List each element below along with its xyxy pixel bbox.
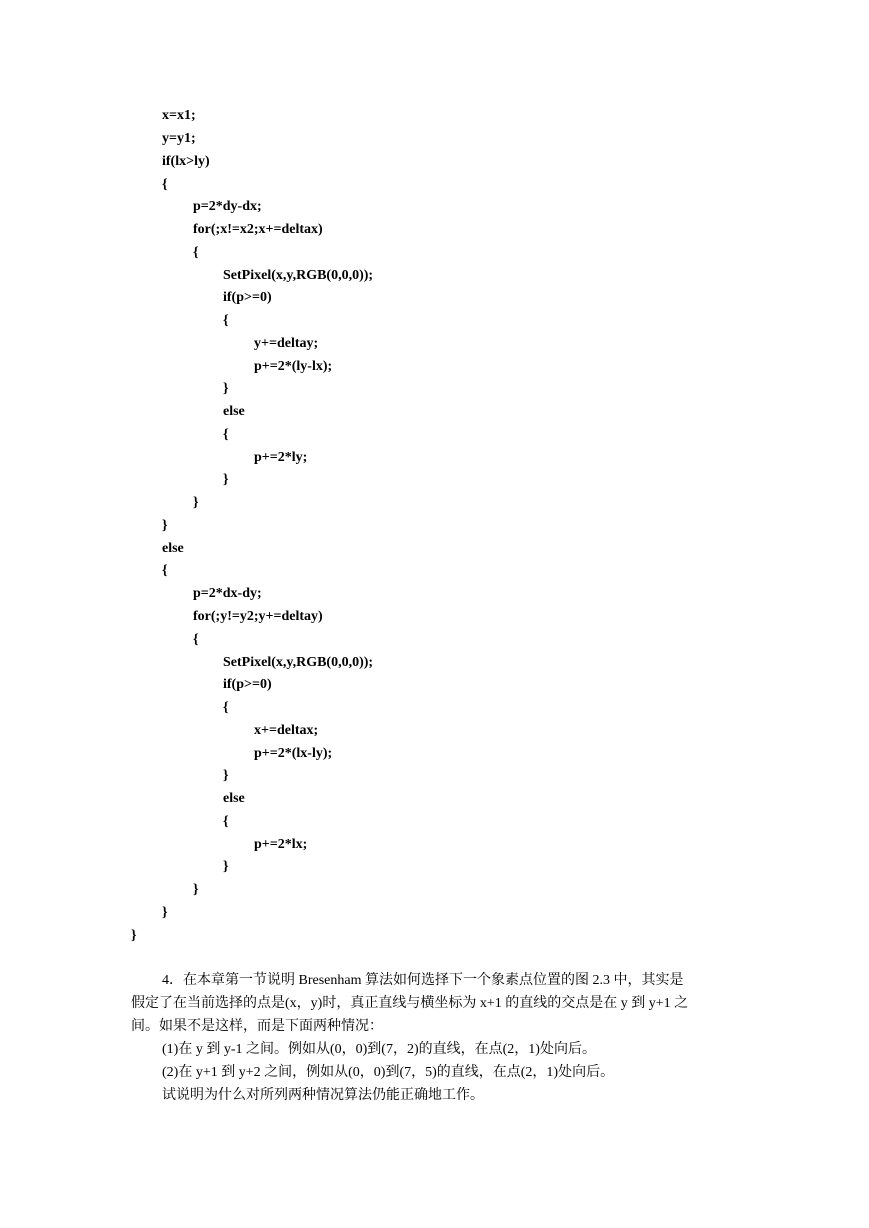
code-line: if(lx>ly) — [162, 154, 210, 169]
code-line: } — [223, 381, 229, 396]
code-line: { — [223, 427, 229, 442]
code-line: y+=deltay; — [254, 336, 319, 351]
code-line: } — [223, 472, 229, 487]
code-line: { — [223, 700, 229, 715]
code-line: if(p>=0) — [223, 677, 272, 692]
code-line: { — [193, 632, 199, 647]
code-line: { — [223, 313, 229, 328]
question-line: 4．在本章第一节说明 Bresenham 算法如何选择下一个象素点位置的图 2.3 中，其实是 — [162, 973, 684, 988]
code-line: } — [193, 495, 199, 510]
code-line: p+=2*lx; — [254, 837, 308, 852]
code-line: for(;y!=y2;y+=deltay) — [193, 609, 323, 624]
code-line: } — [162, 518, 168, 533]
question-line: 试说明为什么对所列两种情况算法仍能正确地工作。 — [162, 1088, 484, 1103]
question-case-2: (2)在 y+1 到 y+2 之间，例如从(0，0)到(7，5)的直线，在点(2，1)处向后。 — [162, 1065, 615, 1080]
code-line: { — [162, 177, 168, 192]
code-line: p+=2*(ly-lx); — [254, 359, 333, 374]
code-line: { — [223, 814, 229, 829]
code-line: SetPixel(x,y,RGB(0,0,0)); — [223, 268, 374, 283]
code-line: x+=deltax; — [254, 723, 319, 738]
code-line: } — [223, 768, 229, 783]
question-line: 间。如果不是这样，而是下面两种情况： — [131, 1019, 383, 1034]
code-line: p=2*dx-dy; — [193, 586, 262, 601]
code-line: SetPixel(x,y,RGB(0,0,0)); — [223, 655, 374, 670]
code-line: x=x1; — [162, 108, 196, 123]
code-line: p=2*dy-dx; — [193, 199, 262, 214]
code-line: for(;x!=x2;x+=deltax) — [193, 222, 323, 237]
code-line: if(p>=0) — [223, 290, 272, 305]
code-line: else — [223, 404, 245, 419]
code-line: { — [162, 563, 168, 578]
code-line: } — [223, 859, 229, 874]
code-line: else — [223, 791, 245, 806]
question-case-1: (1)在 y 到 y-1 之间。例如从(0，0)到(7，2)的直线，在点(2，1)处向后。 — [162, 1042, 596, 1057]
code-line: } — [162, 905, 168, 920]
question-line: 假定了在当前选择的点是(x，y)时，真正直线与横坐标为 x+1 的直线的交点是在 y 到 y+1 之 — [131, 996, 689, 1011]
code-line: } — [193, 882, 199, 897]
code-line: } — [131, 928, 137, 943]
code-line: { — [193, 245, 199, 260]
code-line: else — [162, 541, 184, 556]
code-line: p+=2*(lx-ly); — [254, 746, 333, 761]
code-line: y=y1; — [162, 131, 196, 146]
code-line: p+=2*ly; — [254, 450, 308, 465]
